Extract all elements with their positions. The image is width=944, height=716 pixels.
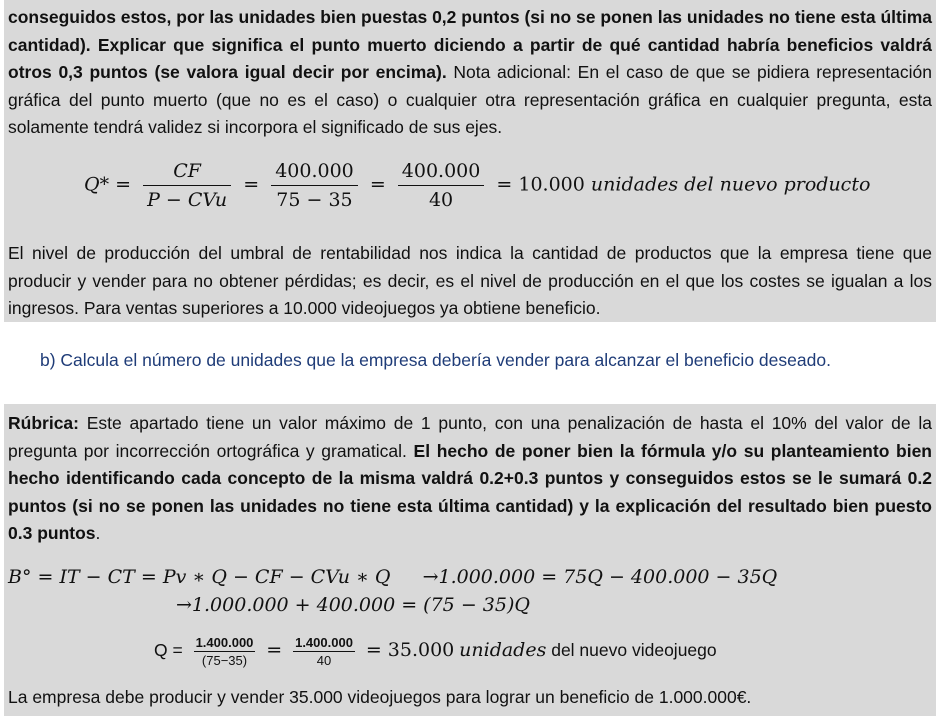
- profit-equation-part2: →1.000.000 = 75Q − 400.000 − 35Q: [422, 566, 778, 588]
- fraction-simplified: [398, 160, 485, 211]
- fraction-denominator: (75−35): [201, 653, 248, 668]
- criteria-bold-text: conseguidos estos, por las unidades bien puestas 0,2 puntos (si no se ponen las unidades no tiene esta última cantidad). Explicar que significa el punto muerto diciendo a partir de qué cantidad habría beneficios valdrá otros 0,3 puntos (se valora igual decir por encima).: [8, 7, 932, 82]
- conclusion-text: La empresa debe producir y vender 35.000 videojuegos para lograr un beneficio de 1.000.000€.: [8, 687, 752, 707]
- answer-block-b: [4, 404, 936, 716]
- break-even-formula: [84, 160, 870, 211]
- units-formula: [154, 634, 717, 669]
- units-word: unidades: [459, 639, 547, 662]
- profit-equation-part1: B° = IT − CT = Pv ∗ Q − CF − CVu ∗ Q: [8, 566, 391, 588]
- profit-equation-line1: [8, 566, 777, 588]
- equals-sign: =: [369, 173, 386, 196]
- fraction-numerator: 400.000: [271, 160, 358, 186]
- fraction-numerator: 1.400.000: [195, 635, 254, 650]
- question-b-heading: b) Calcula el número de unidades que la empresa debería vender para alcanzar el beneficio deseado.: [40, 350, 831, 370]
- profit-equation-line2: →1.000.000 + 400.000 = (75 − 35)Q: [176, 594, 530, 616]
- fraction-values: [271, 160, 358, 211]
- rubric-normal-text: Este apartado tiene un valor máximo de 1 punto, con una penalización de hasta el 10% del valor de la pregunta por incorrección ortográfica y gramatical.: [8, 413, 932, 461]
- rubric-paragraph: [8, 410, 932, 548]
- fraction-denominator: 40: [316, 653, 332, 668]
- units-description: del nuevo videojuego: [546, 640, 717, 661]
- units-fraction-2: [293, 634, 355, 669]
- fraction-cf: [143, 160, 231, 211]
- units-result: = 35.000: [365, 639, 455, 662]
- rubric-bold-text: El hecho de poner bien la fórmula y/o su planteamiento bien hecho identificando cada concepto de la misma valdrá 0.2+0.3 puntos y conseguidos estos se le sumará 0.2 puntos (si no se ponen las unidades no tiene esta última cantidad) y la explicación del resultado bien puesto 0.3 puntos: [8, 440, 932, 543]
- units-formula-lhs: Q =: [154, 640, 183, 661]
- fraction-denominator: 40: [428, 189, 454, 211]
- equals-sign: =: [266, 639, 283, 662]
- fraction-numerator: CF: [143, 160, 231, 186]
- formula-result: = 10.000: [496, 173, 585, 196]
- formula-lhs: Q* =: [84, 173, 132, 196]
- fraction-numerator: 1.400.000: [295, 635, 353, 650]
- equals-sign: =: [243, 173, 260, 196]
- explanation-paragraph: El nivel de producción del umbral de rentabilidad nos indica la cantidad de productos que la empresa tiene que producir y vender para no obtener pérdidas; es decir, es el nivel de producción en el que los costes se igualan a los ingresos. Para ventas superiores a 10.000 videojuegos ya obtiene beneficio.: [8, 243, 932, 318]
- fraction-denominator: P − CVu: [147, 189, 228, 211]
- units-fraction-1: [194, 634, 256, 669]
- rubric-end: .: [95, 523, 101, 543]
- criteria-paragraph: [8, 4, 932, 142]
- formula-result-unit: unidades del nuevo producto: [590, 173, 871, 196]
- answer-block-a: [4, 0, 936, 322]
- rubric-label: Rúbrica:: [8, 413, 79, 433]
- additional-note-text: Nota adicional: En el caso de que se pidiera representación gráfica del punto muerto (que no es el caso) o cualquier otra representación gráfica en cualquier pregunta, esta solamente tendrá validez si incorpora el significado de sus ejes.: [8, 62, 933, 137]
- fraction-numerator: 400.000: [398, 160, 485, 186]
- fraction-denominator: 75 − 35: [276, 189, 353, 211]
